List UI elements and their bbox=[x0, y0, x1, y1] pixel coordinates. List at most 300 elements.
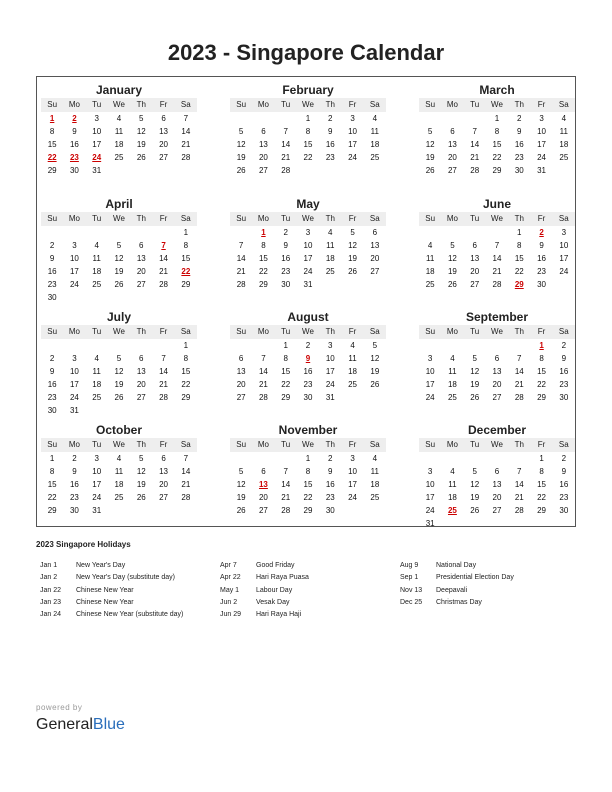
day-cell: 23 bbox=[559, 493, 569, 502]
day-cell bbox=[86, 291, 108, 304]
day-cell: 30 bbox=[559, 393, 569, 402]
day-cell: 18 bbox=[447, 380, 457, 389]
day-cell bbox=[108, 226, 130, 239]
day-cell: 29 bbox=[181, 393, 191, 402]
holiday-column bbox=[400, 560, 514, 609]
holiday-day-cell: 13 bbox=[258, 480, 268, 489]
day-cell: 12 bbox=[136, 127, 146, 136]
week-row bbox=[41, 491, 197, 504]
day-cell: 19 bbox=[114, 267, 124, 276]
day-cell: 24 bbox=[69, 393, 79, 402]
day-cell: 14 bbox=[258, 367, 268, 376]
holiday-day-cell: 24 bbox=[92, 153, 102, 162]
day-cell: 5 bbox=[116, 354, 122, 363]
week-row bbox=[419, 491, 575, 504]
day-cell: 8 bbox=[283, 354, 288, 363]
day-cell: 13 bbox=[159, 127, 168, 136]
day-cell: 30 bbox=[69, 506, 79, 515]
day-cell: 29 bbox=[181, 280, 191, 289]
day-cell: 14 bbox=[236, 254, 246, 263]
weekday-label: Mo bbox=[68, 327, 80, 336]
day-cell: 30 bbox=[514, 166, 524, 175]
weekday-label: Fr bbox=[348, 100, 357, 109]
day-cell: 12 bbox=[370, 354, 380, 363]
weekday-label: Su bbox=[47, 327, 58, 336]
day-cell: 23 bbox=[325, 153, 335, 162]
month-4 bbox=[230, 196, 386, 291]
day-cell: 20 bbox=[492, 380, 502, 389]
day-cell bbox=[419, 339, 441, 352]
day-cell bbox=[464, 339, 486, 352]
weekday-label: Sa bbox=[369, 100, 380, 109]
day-cell: 17 bbox=[69, 267, 79, 276]
day-cell: 31 bbox=[69, 406, 79, 415]
weekday-header bbox=[230, 212, 386, 226]
day-cell bbox=[508, 452, 530, 465]
weekday-label: Fr bbox=[537, 100, 546, 109]
weekday-label: Mo bbox=[257, 100, 269, 109]
day-cell: 25 bbox=[370, 493, 380, 502]
weekday-label: Fr bbox=[159, 440, 168, 449]
day-cell: 13 bbox=[136, 254, 146, 263]
day-cell: 19 bbox=[236, 493, 246, 502]
day-cell bbox=[152, 291, 174, 304]
day-cell: 6 bbox=[161, 114, 166, 123]
day-cell: 24 bbox=[92, 493, 102, 502]
month-name: January bbox=[95, 83, 143, 97]
week-row bbox=[230, 226, 386, 239]
day-cell: 9 bbox=[561, 354, 567, 363]
weekday-label: Su bbox=[47, 440, 58, 449]
day-cell bbox=[297, 164, 319, 177]
holiday-item bbox=[40, 597, 183, 609]
day-cell: 22 bbox=[47, 493, 57, 502]
day-cell: 8 bbox=[494, 127, 500, 136]
day-cell: 18 bbox=[114, 480, 124, 489]
day-cell: 2 bbox=[72, 454, 77, 463]
day-cell: 12 bbox=[348, 241, 357, 250]
holiday-day-cell: 2 bbox=[72, 114, 77, 123]
day-cell: 26 bbox=[236, 506, 246, 515]
day-cell bbox=[152, 504, 174, 517]
day-cell: 15 bbox=[281, 367, 291, 376]
day-cell: 8 bbox=[305, 467, 311, 476]
day-cell: 2 bbox=[517, 114, 522, 123]
day-cell: 18 bbox=[447, 493, 457, 502]
day-cell: 31 bbox=[325, 393, 335, 402]
week-row bbox=[230, 452, 386, 465]
week-row bbox=[230, 125, 386, 138]
holiday-column bbox=[220, 560, 309, 621]
weekday-label: Tu bbox=[470, 327, 480, 336]
day-cell: 4 bbox=[372, 114, 378, 123]
day-cell: 17 bbox=[348, 480, 357, 489]
week-row bbox=[419, 125, 575, 138]
holiday-item bbox=[220, 572, 309, 584]
day-cell: 24 bbox=[348, 153, 357, 162]
day-cell: 7 bbox=[283, 467, 288, 476]
day-cell bbox=[441, 112, 463, 125]
day-cell: 6 bbox=[261, 127, 266, 136]
holiday-day-cell: 1 bbox=[539, 341, 544, 350]
day-cell: 5 bbox=[238, 127, 244, 136]
weekday-label: Tu bbox=[92, 440, 102, 449]
day-cell bbox=[553, 517, 575, 530]
holiday-day-cell: 2 bbox=[539, 228, 544, 237]
day-cell: 6 bbox=[261, 467, 266, 476]
day-cell: 9 bbox=[517, 127, 522, 136]
day-cell: 29 bbox=[537, 506, 546, 515]
weekday-label: We bbox=[491, 214, 503, 223]
day-cell: 21 bbox=[492, 267, 502, 276]
holiday-date: Jun 29 bbox=[220, 611, 242, 619]
day-cell bbox=[364, 391, 386, 404]
day-cell: 13 bbox=[258, 140, 268, 149]
day-cell: 3 bbox=[94, 114, 99, 123]
weekday-label: Sa bbox=[180, 440, 191, 449]
day-cell: 22 bbox=[514, 267, 524, 276]
week-row bbox=[41, 465, 197, 478]
week-row bbox=[41, 138, 197, 151]
weekday-label: Th bbox=[514, 214, 524, 223]
day-cell: 4 bbox=[450, 354, 455, 363]
day-cell bbox=[341, 164, 363, 177]
week-row bbox=[41, 378, 197, 391]
weekday-label: We bbox=[113, 327, 125, 336]
day-cell: 2 bbox=[49, 241, 55, 250]
month-name: July bbox=[106, 310, 131, 324]
day-cell bbox=[108, 404, 130, 417]
day-cell: 20 bbox=[258, 493, 268, 502]
month-10 bbox=[230, 422, 386, 517]
day-cell: 15 bbox=[181, 254, 191, 263]
day-cell: 13 bbox=[492, 480, 502, 489]
holiday-date: May 1 bbox=[220, 586, 240, 594]
day-cell: 7 bbox=[517, 354, 522, 363]
day-cell: 11 bbox=[92, 367, 101, 376]
holiday-date: Jan 2 bbox=[40, 574, 58, 582]
week-row bbox=[419, 239, 575, 252]
calendar-grid bbox=[36, 76, 576, 527]
day-cell: 24 bbox=[537, 153, 546, 162]
day-cell: 23 bbox=[303, 380, 313, 389]
day-cell: 11 bbox=[448, 367, 457, 376]
weekday-label: Fr bbox=[348, 214, 357, 223]
holiday-day-cell: 29 bbox=[514, 280, 524, 289]
day-cell: 27 bbox=[470, 280, 480, 289]
day-cell: 28 bbox=[236, 280, 246, 289]
day-cell bbox=[152, 164, 174, 177]
day-cell: 3 bbox=[427, 467, 433, 476]
holiday-name: Hari Raya Haji bbox=[256, 611, 302, 619]
day-cell: 19 bbox=[425, 153, 435, 162]
day-cell: 5 bbox=[350, 228, 355, 237]
weekday-label: Su bbox=[236, 327, 247, 336]
day-cell: 18 bbox=[92, 267, 102, 276]
weekday-header bbox=[230, 325, 386, 339]
day-cell: 14 bbox=[181, 467, 191, 476]
day-cell: 9 bbox=[49, 367, 55, 376]
weekday-label: We bbox=[302, 100, 314, 109]
weekday-label: Sa bbox=[558, 440, 569, 449]
day-cell: 13 bbox=[236, 367, 246, 376]
day-cell: 14 bbox=[514, 367, 524, 376]
day-cell: 10 bbox=[69, 367, 79, 376]
holiday-date: Apr 7 bbox=[220, 562, 237, 569]
week-row bbox=[230, 252, 386, 265]
day-cell bbox=[508, 339, 530, 352]
day-cell: 29 bbox=[537, 393, 546, 402]
day-cell bbox=[230, 452, 252, 465]
holiday-name: National Day bbox=[436, 562, 477, 569]
week-row bbox=[230, 365, 386, 378]
day-cell: 22 bbox=[537, 493, 546, 502]
brand-blue-text: Blue bbox=[92, 716, 125, 733]
day-cell: 21 bbox=[281, 153, 291, 162]
weekday-label: Mo bbox=[257, 440, 269, 449]
weekday-label: We bbox=[113, 440, 125, 449]
weekday-header bbox=[41, 212, 197, 226]
holiday-name: Good Friday bbox=[256, 562, 295, 569]
day-cell bbox=[341, 391, 363, 404]
day-cell: 2 bbox=[328, 114, 333, 123]
day-cell: 2 bbox=[561, 341, 567, 350]
day-cell: 30 bbox=[537, 280, 546, 289]
weekday-label: Th bbox=[325, 100, 335, 109]
day-cell: 1 bbox=[183, 228, 189, 237]
day-cell: 2 bbox=[49, 354, 55, 363]
day-cell: 21 bbox=[258, 380, 268, 389]
day-cell: 4 bbox=[372, 454, 378, 463]
holiday-date: Jun 2 bbox=[220, 598, 238, 606]
day-cell: 8 bbox=[539, 467, 544, 476]
holiday-item bbox=[220, 585, 309, 597]
month-5 bbox=[419, 196, 575, 291]
day-cell bbox=[230, 112, 252, 125]
day-cell: 5 bbox=[139, 454, 144, 463]
day-cell: 11 bbox=[326, 241, 335, 250]
weekday-label: Tu bbox=[92, 214, 102, 223]
day-cell: 10 bbox=[348, 127, 357, 136]
day-cell: 5 bbox=[472, 467, 477, 476]
day-cell: 13 bbox=[492, 367, 502, 376]
day-cell: 7 bbox=[183, 454, 189, 463]
day-cell: 31 bbox=[425, 519, 435, 528]
day-cell: 8 bbox=[49, 127, 55, 136]
day-cell: 25 bbox=[114, 493, 124, 502]
day-cell bbox=[41, 339, 63, 352]
day-cell: 1 bbox=[49, 454, 55, 463]
holiday-date: Sep 1 bbox=[400, 574, 419, 582]
week-row bbox=[419, 112, 575, 125]
day-cell: 7 bbox=[183, 114, 189, 123]
day-cell: 18 bbox=[559, 140, 569, 149]
day-cell bbox=[419, 112, 441, 125]
day-cell bbox=[464, 517, 486, 530]
holiday-name: Hari Raya Puasa bbox=[256, 574, 309, 582]
day-cell: 19 bbox=[136, 140, 146, 149]
holiday-date: Apr 22 bbox=[220, 574, 241, 582]
week-row bbox=[230, 504, 386, 517]
weekday-label: We bbox=[113, 100, 125, 109]
day-cell: 20 bbox=[470, 267, 480, 276]
weekday-label: Fr bbox=[159, 327, 168, 336]
week-row bbox=[41, 125, 197, 138]
day-cell: 15 bbox=[492, 140, 502, 149]
day-cell: 1 bbox=[283, 341, 288, 350]
week-row bbox=[419, 278, 575, 291]
day-cell: 2 bbox=[561, 454, 567, 463]
weekday-header bbox=[41, 325, 197, 339]
holiday-item bbox=[400, 560, 514, 572]
day-cell: 29 bbox=[303, 506, 313, 515]
day-cell: 12 bbox=[236, 480, 246, 489]
day-cell: 1 bbox=[517, 228, 522, 237]
day-cell: 19 bbox=[470, 493, 480, 502]
weekday-label: Mo bbox=[68, 100, 80, 109]
week-row bbox=[230, 239, 386, 252]
week-row bbox=[41, 291, 197, 304]
day-cell bbox=[275, 452, 297, 465]
weekday-label: Tu bbox=[470, 100, 480, 109]
weekday-label: Th bbox=[136, 327, 146, 336]
day-cell: 3 bbox=[350, 454, 355, 463]
holiday-item bbox=[40, 585, 183, 597]
day-cell: 26 bbox=[114, 393, 124, 402]
day-cell: 9 bbox=[561, 467, 567, 476]
weekday-label: Mo bbox=[446, 440, 458, 449]
weekday-label: Mo bbox=[446, 327, 458, 336]
day-cell: 1 bbox=[539, 454, 544, 463]
week-row bbox=[419, 265, 575, 278]
day-cell: 27 bbox=[159, 493, 168, 502]
week-row bbox=[419, 478, 575, 491]
weekday-label: Sa bbox=[369, 214, 380, 223]
week-row bbox=[41, 452, 197, 465]
day-cell: 12 bbox=[470, 480, 480, 489]
day-cell: 14 bbox=[492, 254, 502, 263]
generalblue-logo[interactable] bbox=[36, 716, 125, 734]
day-cell: 28 bbox=[514, 393, 524, 402]
day-cell: 10 bbox=[92, 127, 102, 136]
holiday-date: Jan 1 bbox=[40, 562, 58, 569]
day-cell: 26 bbox=[470, 393, 480, 402]
day-cell: 28 bbox=[281, 166, 291, 175]
day-cell: 30 bbox=[69, 166, 79, 175]
day-cell: 14 bbox=[470, 140, 480, 149]
week-row bbox=[419, 378, 575, 391]
weekday-label: Su bbox=[47, 100, 58, 109]
weekday-label: Su bbox=[47, 214, 58, 223]
day-cell: 6 bbox=[494, 467, 500, 476]
week-row bbox=[230, 491, 386, 504]
day-cell bbox=[130, 339, 152, 352]
week-row bbox=[230, 164, 386, 177]
day-cell: 8 bbox=[183, 354, 189, 363]
day-cell: 3 bbox=[328, 341, 333, 350]
day-cell: 20 bbox=[159, 480, 168, 489]
day-cell: 2 bbox=[305, 341, 311, 350]
weekday-label: Mo bbox=[257, 327, 269, 336]
weekday-label: Mo bbox=[68, 440, 80, 449]
day-cell: 17 bbox=[348, 140, 357, 149]
week-row bbox=[419, 352, 575, 365]
day-cell: 25 bbox=[370, 153, 380, 162]
day-cell: 31 bbox=[537, 166, 546, 175]
week-row bbox=[41, 339, 197, 352]
day-cell: 18 bbox=[425, 267, 435, 276]
day-cell: 3 bbox=[427, 354, 433, 363]
day-cell bbox=[319, 278, 341, 291]
day-cell: 17 bbox=[537, 140, 546, 149]
weekday-label: Tu bbox=[281, 214, 291, 223]
holiday-day-cell: 9 bbox=[305, 354, 311, 363]
day-cell: 5 bbox=[116, 241, 122, 250]
day-cell: 4 bbox=[94, 241, 99, 250]
day-cell: 25 bbox=[325, 267, 335, 276]
day-cell: 22 bbox=[492, 153, 502, 162]
day-cell: 23 bbox=[47, 280, 57, 289]
weekday-label: Mo bbox=[446, 214, 458, 223]
weekday-label: Th bbox=[514, 100, 524, 109]
day-cell: 25 bbox=[92, 393, 102, 402]
day-cell: 15 bbox=[258, 254, 268, 263]
day-cell: 20 bbox=[447, 153, 457, 162]
weekday-header bbox=[419, 98, 575, 112]
holiday-item bbox=[400, 597, 514, 609]
day-cell: 8 bbox=[49, 467, 55, 476]
holiday-day-cell: 22 bbox=[47, 153, 57, 162]
week-row bbox=[41, 164, 197, 177]
month-9 bbox=[41, 422, 197, 517]
day-cell bbox=[175, 404, 197, 417]
day-cell: 8 bbox=[517, 241, 522, 250]
day-cell: 2 bbox=[283, 228, 288, 237]
day-cell: 16 bbox=[325, 480, 335, 489]
day-cell: 4 bbox=[116, 454, 122, 463]
weekday-label: Th bbox=[325, 214, 335, 223]
weekday-label: Tu bbox=[281, 440, 291, 449]
weekday-header bbox=[41, 98, 197, 112]
weekday-label: Su bbox=[236, 440, 247, 449]
day-cell: 20 bbox=[492, 493, 502, 502]
day-cell: 31 bbox=[92, 166, 102, 175]
day-cell: 6 bbox=[450, 127, 455, 136]
day-cell: 21 bbox=[159, 380, 168, 389]
week-row bbox=[419, 391, 575, 404]
week-row bbox=[41, 265, 197, 278]
day-cell: 7 bbox=[494, 241, 500, 250]
day-cell: 14 bbox=[159, 254, 168, 263]
day-cell: 18 bbox=[370, 480, 380, 489]
day-cell: 2 bbox=[328, 454, 333, 463]
day-cell: 25 bbox=[447, 393, 457, 402]
day-cell bbox=[108, 339, 130, 352]
day-cell bbox=[252, 112, 274, 125]
day-cell: 17 bbox=[559, 254, 569, 263]
day-cell: 18 bbox=[114, 140, 124, 149]
weekday-label: Mo bbox=[446, 100, 458, 109]
day-cell: 18 bbox=[348, 367, 357, 376]
weekday-label: We bbox=[302, 327, 314, 336]
day-cell: 31 bbox=[92, 506, 102, 515]
day-cell: 26 bbox=[114, 280, 124, 289]
day-cell bbox=[341, 278, 363, 291]
day-cell: 16 bbox=[559, 480, 569, 489]
day-cell bbox=[86, 404, 108, 417]
day-cell: 20 bbox=[258, 153, 268, 162]
weekday-label: Fr bbox=[348, 327, 357, 336]
